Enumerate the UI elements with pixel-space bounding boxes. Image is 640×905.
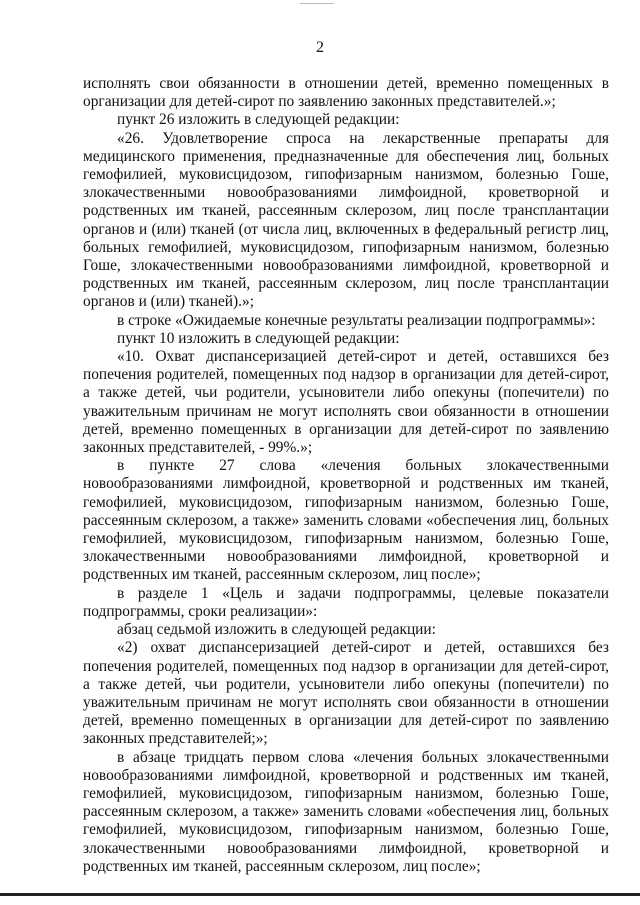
paragraph-item-26-instruction: пункт 26 изложить в следующей редакции: <box>117 111 400 129</box>
paragraph-continuation: исполнять свои обязанности в отношении детей, временно помещенных в организации для детей-сирот по заявлению законных представителей.»; <box>83 75 609 111</box>
paragraph-item-26-text: «26. Удовлетворение спроса на лекарственные препараты для медицинского применения, предназначенные для обеспечения лиц, больных гемофилией, муковисцидозом, гипофизарным нанизмом, болезнью Гоше, злокачественными новообразованиями лимфоидной, кроветворной и родственных им тканей, рассеянным склерозом, лиц после трансплантации органов и (или) тканей (от числа лиц, включенных в федеральный регистр лиц, больных гемофилией, муковисцидозом, гипофизарным нанизмом, болезнью Гоше, злокачественными новообразованиями лимфоидной, кроветворной и родственных им тканей, рассеянным склерозом, лиц после трансплантации органов и (или) тканей).»; <box>83 129 609 311</box>
paragraph-section-1: в разделе 1 «Цель и задачи подпрограммы, целевые показатели подпрограммы, сроки реализации»: <box>83 584 609 620</box>
document-body <box>83 75 609 876</box>
top-edge-mark <box>300 0 334 4</box>
paragraph-item-10-instruction: пункт 10 изложить в следующей редакции: <box>117 329 400 347</box>
page-number: 2 <box>316 39 324 56</box>
paragraph-item-10-text: «10. Охват диспансеризацией детей-сирот и детей, оставшихся без попечения родителей, помещенных под надзор в организации для детей-сирот, а также детей, чьи родители, усыновители либо опекуны (попечители) по уважительным причинам не могут исполнять свои обязанности в отношении детей, временно помещенных в организации для детей-сирот по заявлению законных представителей, - 99%.»; <box>83 348 609 457</box>
bottom-scan-edge <box>0 893 640 896</box>
paragraph-thirty-first-replacement: в абзаце тридцать первом слова «лечения больных злокачественными новообразованиями лимфоидной, кроветворной и родственных им тканей, гемофилией, муковисцидозом, гипофизарным нанизмом, болезнью Гоше, рассеянным склерозом, а также» заменить словами «обеспечения лиц, больных гемофилией, муковисцидозом, гипофизарным нанизмом, болезнью Гоше, злокачественными новообразованиями лимфоидной, кроветворной и родственных им тканей, рассеянным склерозом, лиц после»; <box>83 748 609 875</box>
paragraph-seventh-instruction: абзац седьмой изложить в следующей редакции: <box>117 621 436 639</box>
paragraph-seventh-text: «2) охват диспансеризацией детей-сирот и детей, оставшихся без попечения родителей, помещенных под надзор в организации для детей-сирот, а также детей, чьи родители, усыновители либо опекуны (попечители) по уважительным причинам не могут исполнять свои обязанности в отношении детей, временно помещенных в организации для детей-сирот по заявлению законных представителей;»; <box>83 639 609 748</box>
paragraph-item-27-replacement: в пункте 27 слова «лечения больных злокачественными новообразованиями лимфоидной, кроветворной и родственных им тканей, гемофилией, муковисцидозом, гипофизарным нанизмом, болезнью Гоше, рассеянным склерозом, а также» заменить словами «обеспечения лиц, больных гемофилией, муковисцидозом, гипофизарным нанизмом, болезнью Гоше, злокачественными новообразованиями лимфоидной, кроветворной и родственных им тканей, рассеянным склерозом, лиц после»; <box>83 457 609 584</box>
paragraph-expected-results: в строке «Ожидаемые конечные результаты реализации подпрограммы»: <box>117 311 596 329</box>
